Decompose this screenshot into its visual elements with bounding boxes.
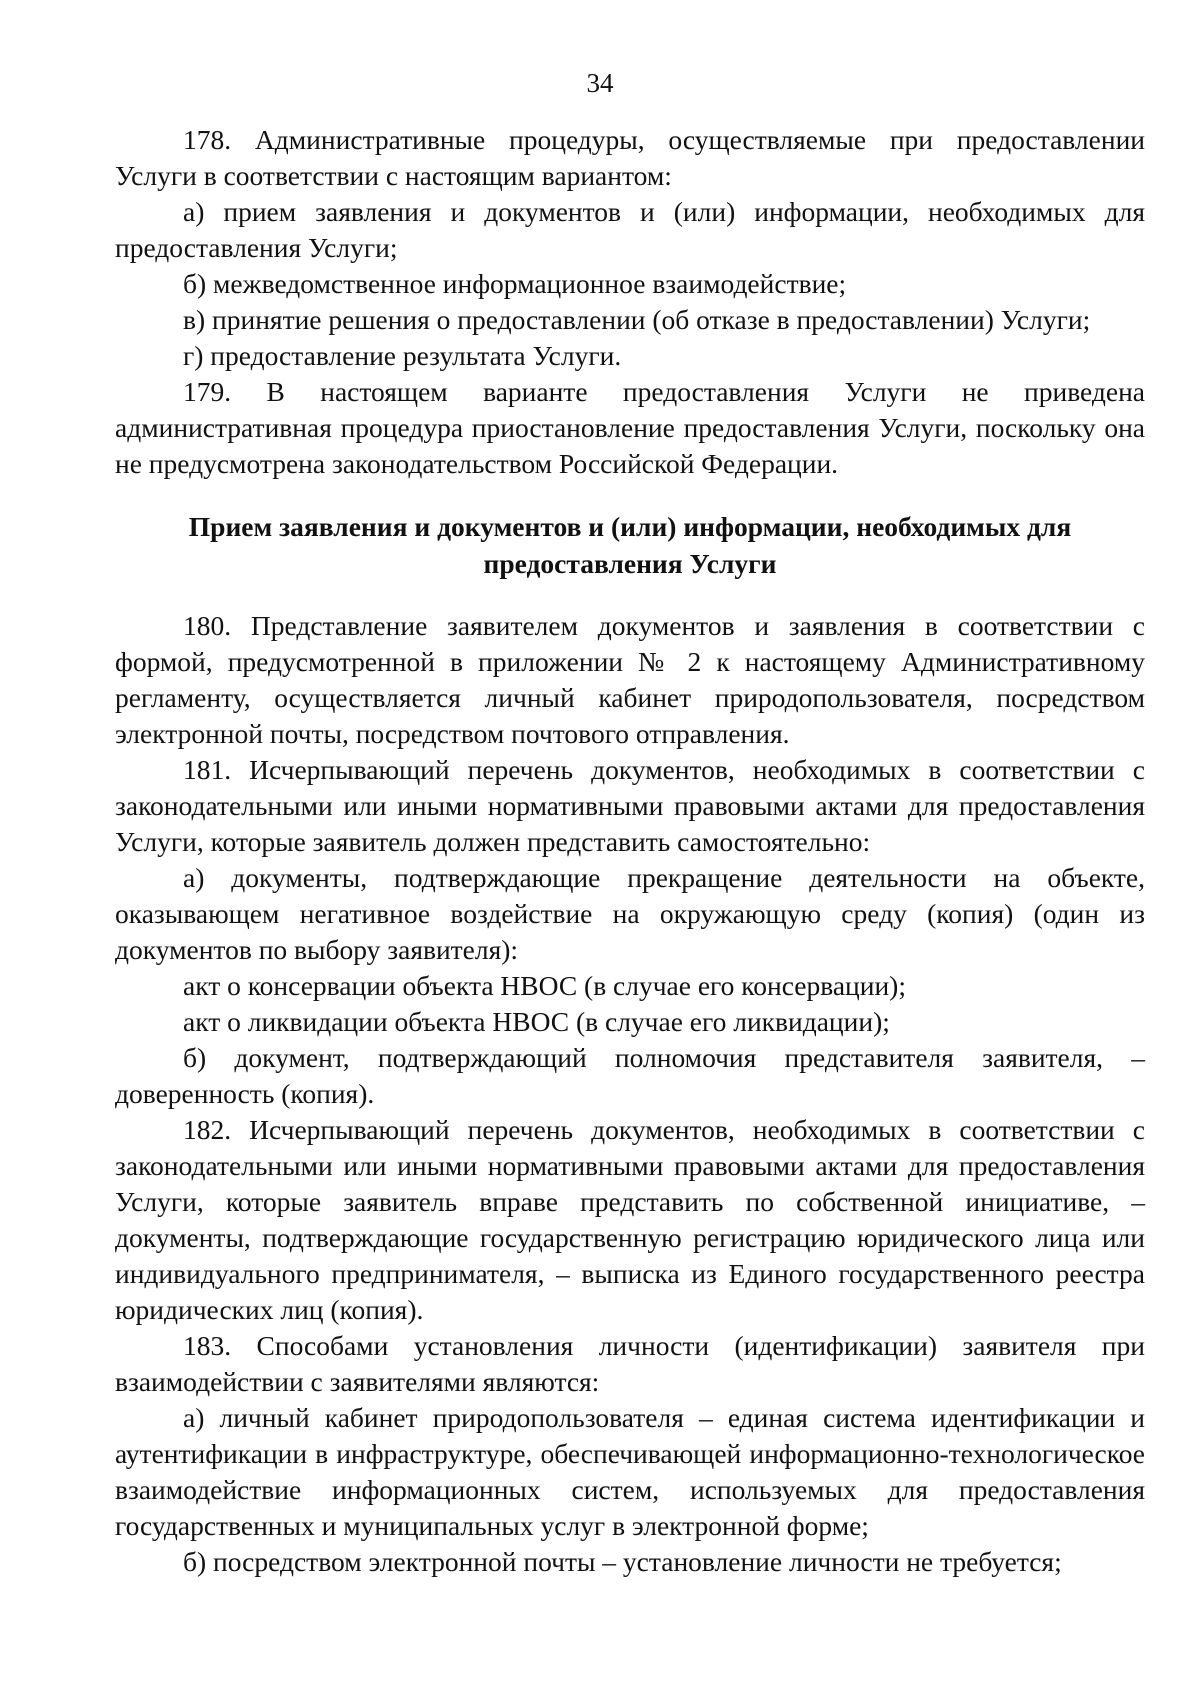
list-item-a-reception: а) прием заявления и документов и (или) информации, необходимых для предоставления Услуги; [115,196,1145,263]
list-item-a-documents: а) документы, подтверждающие прекращение деятельности на объекте, оказывающем негативное воздействие на окружающую среду (копия) (один из документов по выбору заявителя): [115,862,1145,965]
list-item-b-power-of-attorney: б) документ, подтверждающий полномочия представителя заявителя, – доверенность (копия). [115,1042,1145,1109]
document-body [115,122,1145,1580]
paragraph-178: 178. Административные процедуры, осуществляемые при предоставлении Услуги в соответствии с настоящим вариантом: [115,124,1145,191]
list-item-g-result: г) предоставление результата Услуги. [183,340,622,371]
list-item-b-interagency: б) межведомственное информационное взаимодействие; [183,268,847,299]
paragraph-182: 182. Исчерпывающий перечень документов, необходимых в соответствии с законодательными или иными нормативными правовыми актами для предоставления Услуги, которые заявитель вправе представить по собственной инициативе, – документы, подтверждающие государственную регистрацию юридического лица или индивидуального предпринимателя, – выписка из Единого государственного реестра юридических лиц (копия). [115,1114,1145,1325]
list-item-b-email: б) посредством электронной почты – установление личности не требуется; [183,1546,1062,1577]
list-item-conservation-act: акт о консервации объекта НВОС (в случае его консервации); [183,970,906,1001]
list-item-v-decision: в) принятие решения о предоставлении (об отказе в предоставлении) Услуги; [183,304,1091,335]
paragraph-183: 183. Способами установления личности (идентификации) заявителя при взаимодействии с заявителями являются: [115,1330,1145,1397]
list-item-a-personal-account: а) личный кабинет природопользователя – единая система идентификации и аутентификации в инфраструктуре, обеспечивающей информационно-технологическое взаимодействие информационных систем, используемых для предоставления государственных и муниципальных услуг в электронной форме; [115,1402,1145,1541]
list-item-liquidation-act: акт о ликвидации объекта НВОС (в случае его ликвидации); [183,1006,890,1037]
paragraph-181: 181. Исчерпывающий перечень документов, необходимых в соответствии с законодательными или иными нормативными правовыми актами для предоставления Услуги, которые заявитель должен представить самостоятельно: [115,754,1145,857]
paragraph-179: 179. В настоящем варианте предоставления Услуги не приведена административная процедура приостановление предоставления Услуги, поскольку она не предусмотрена законодательством Российской Федерации. [115,376,1145,479]
section-heading: Прием заявления и документов и (или) информации, необходимых для предоставления Услуги [188,511,1072,579]
page-number: 34 [586,68,614,98]
paragraph-180: 180. Представление заявителем документов и заявления в соответствии с формой, предусмотренной в приложении № 2 к настоящему Административному регламенту, осуществляется личный кабинет природопользователя, посредством электронной почты, посредством почтового отправления. [115,610,1145,749]
